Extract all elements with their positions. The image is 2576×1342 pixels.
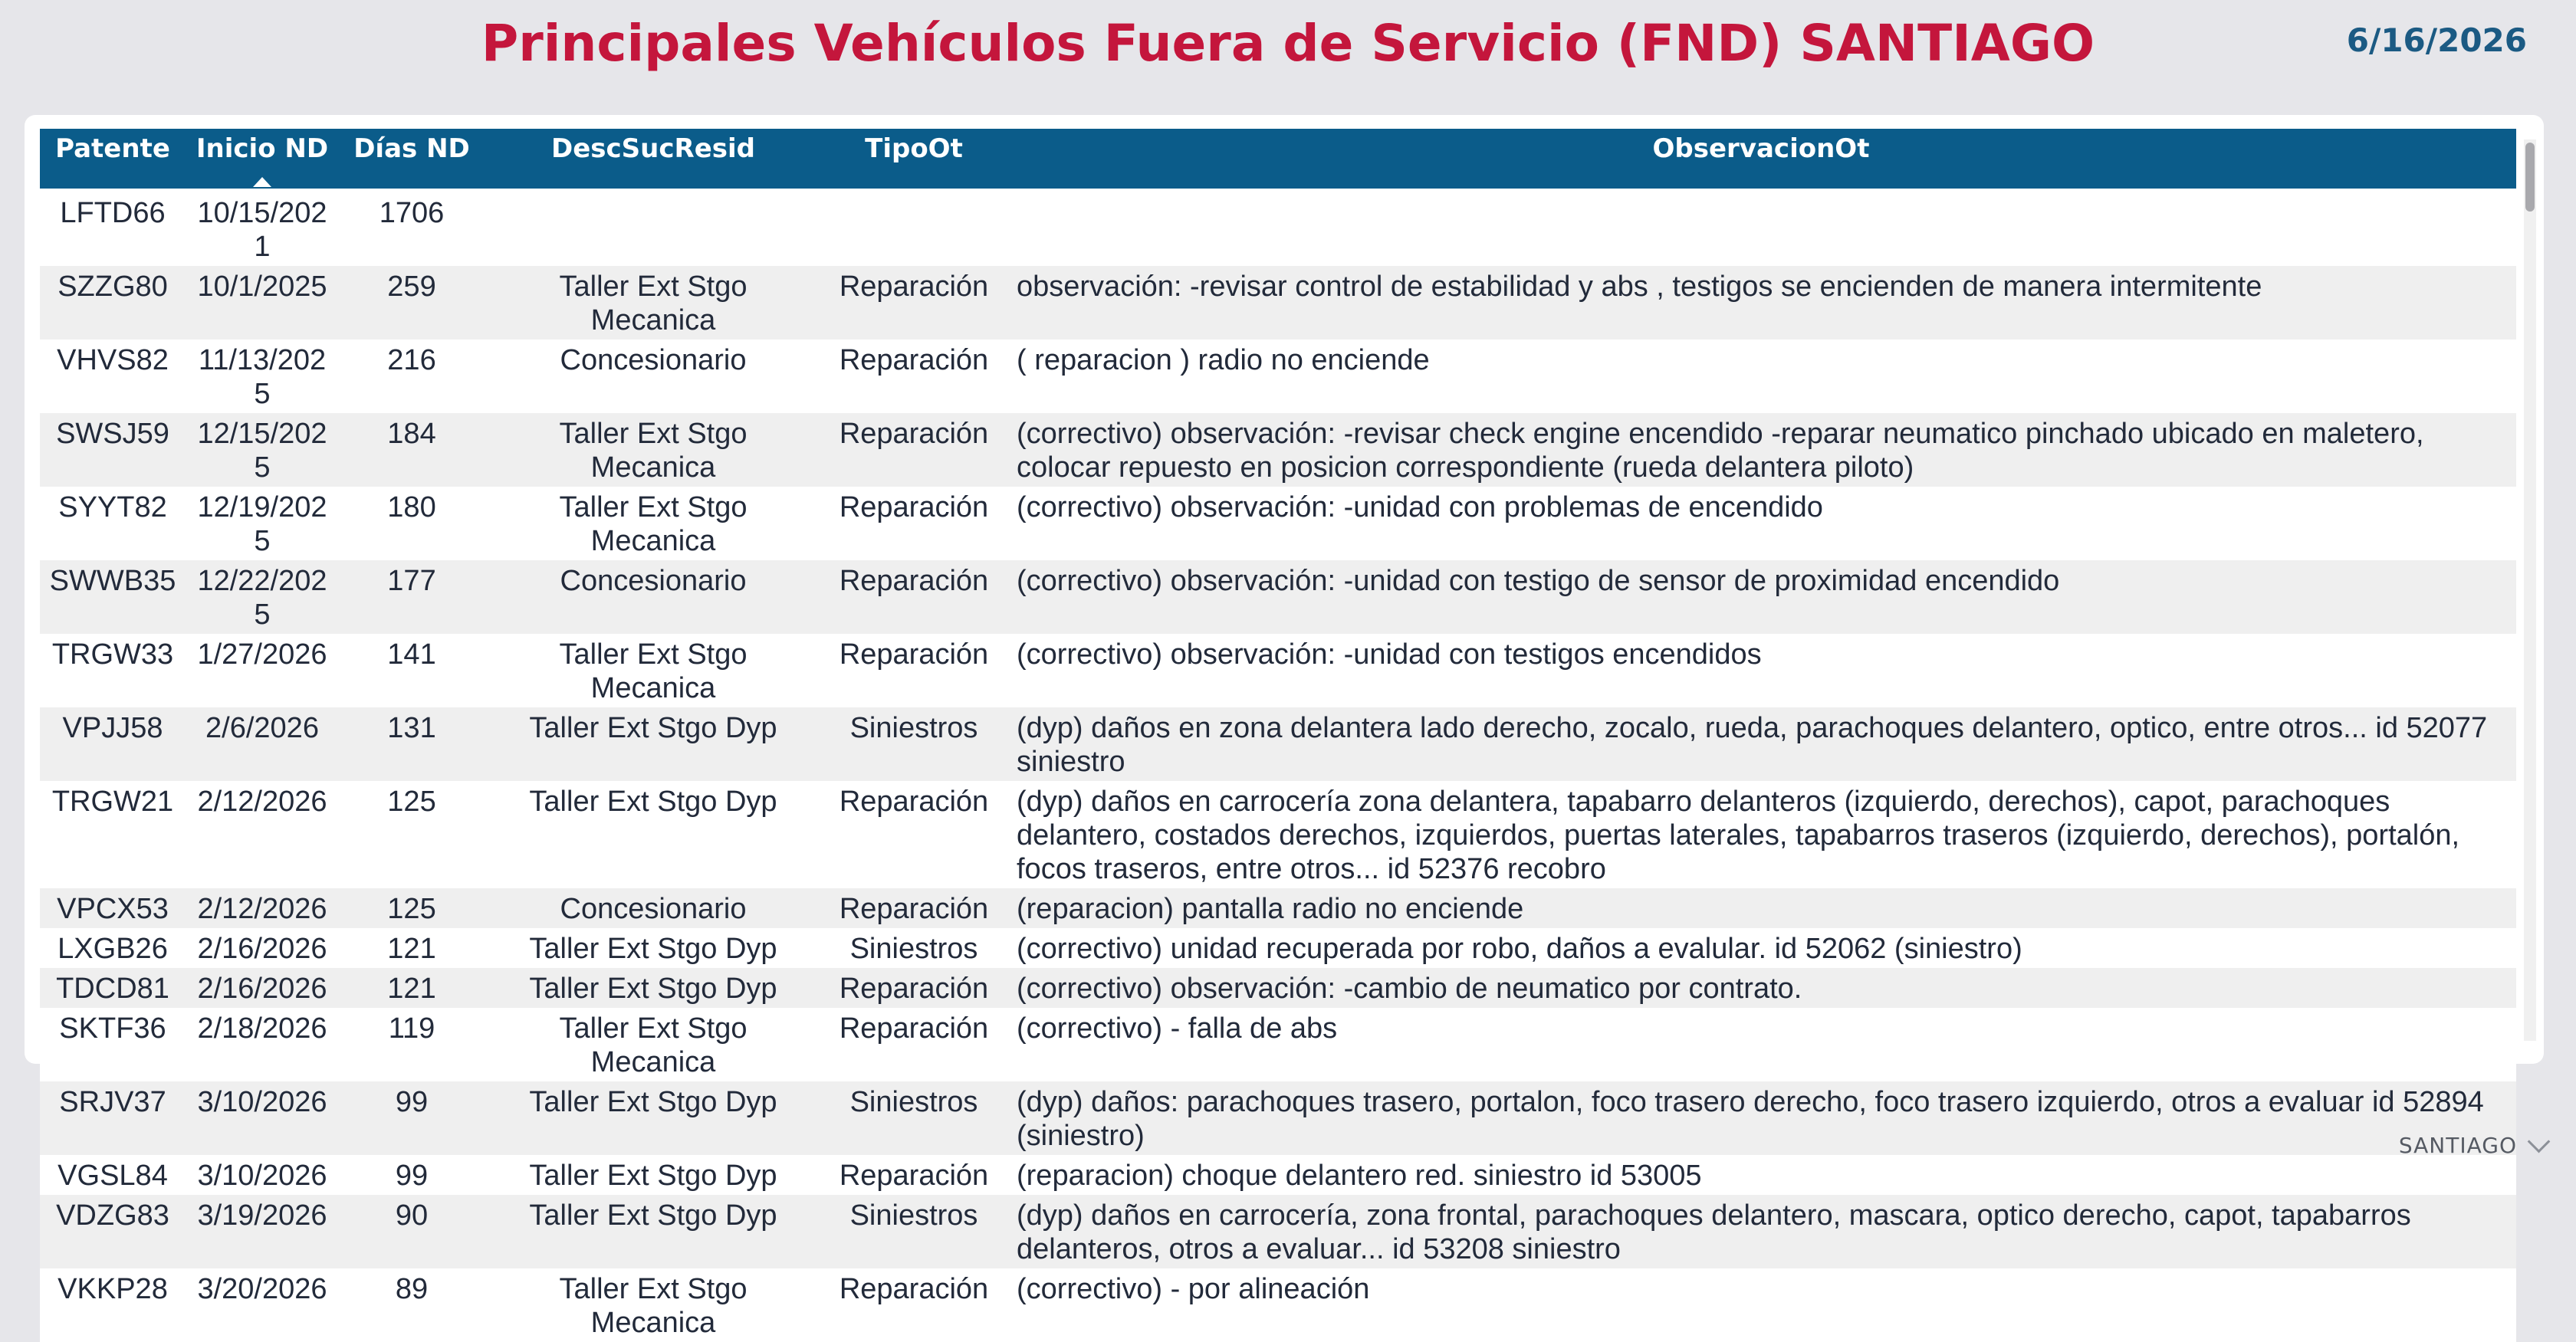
cell-descsucresid: Concesionario <box>485 340 822 413</box>
table-row[interactable] <box>40 1008 2516 1081</box>
cell-tipoot: Reparación <box>822 968 1006 1008</box>
cell-observacionot: (correctivo) unidad recuperada por robo, daños a evalular. id 52062 (siniestro) <box>1006 928 2516 968</box>
table-row[interactable] <box>40 487 2516 560</box>
cell-inicio-nd: 1/27/2026 <box>186 634 339 707</box>
table-row[interactable] <box>40 413 2516 487</box>
cell-dias-nd: 184 <box>339 413 485 487</box>
report-date: 6/16/2026 <box>2346 21 2527 59</box>
cell-dias-nd: 216 <box>339 340 485 413</box>
table-row[interactable] <box>40 1081 2516 1155</box>
cell-patente: LFTD66 <box>40 189 186 266</box>
cell-tipoot: Siniestros <box>822 928 1006 968</box>
cell-descsucresid: Taller Ext Stgo Mecanica <box>485 413 822 487</box>
cell-descsucresid: Taller Ext Stgo Mecanica <box>485 1268 822 1342</box>
cell-inicio-nd: 2/12/2026 <box>186 888 339 928</box>
cell-dias-nd: 121 <box>339 968 485 1008</box>
cell-tipoot: Siniestros <box>822 1081 1006 1155</box>
cell-inicio-nd: 3/19/2026 <box>186 1195 339 1268</box>
table-row[interactable] <box>40 781 2516 888</box>
cell-tipoot: Reparación <box>822 1268 1006 1342</box>
cell-patente: TDCD81 <box>40 968 186 1008</box>
table-body <box>40 189 2516 1342</box>
cell-dias-nd: 131 <box>339 707 485 781</box>
cell-patente: VPJJ58 <box>40 707 186 781</box>
cell-dias-nd: 141 <box>339 634 485 707</box>
cell-inicio-nd: 11/13/2025 <box>186 340 339 413</box>
cell-observacionot: (reparacion) choque delantero red. siniestro id 53005 <box>1006 1155 2516 1195</box>
cell-inicio-nd: 3/20/2026 <box>186 1268 339 1342</box>
table-row[interactable] <box>40 340 2516 413</box>
header-label: Inicio ND <box>196 133 329 164</box>
table-row[interactable] <box>40 560 2516 634</box>
region-filter[interactable] <box>2399 1133 2547 1158</box>
cell-descsucresid: Taller Ext Stgo Mecanica <box>485 634 822 707</box>
cell-patente: SYYT82 <box>40 487 186 560</box>
cell-patente: SZZG80 <box>40 266 186 340</box>
cell-observacionot: (dyp) daños en carrocería, zona frontal, parachoques delantero, mascara, optico derecho, capot, tapabarros delanteros, otros a evaluar... id 53208 siniestro <box>1006 1195 2516 1268</box>
cell-inicio-nd: 10/15/2021 <box>186 189 339 266</box>
cell-patente: VDZG83 <box>40 1195 186 1268</box>
cell-tipoot: Reparación <box>822 781 1006 888</box>
cell-descsucresid: Taller Ext Stgo Dyp <box>485 1081 822 1155</box>
cell-tipoot: Reparación <box>822 413 1006 487</box>
cell-dias-nd: 121 <box>339 928 485 968</box>
cell-patente: LXGB26 <box>40 928 186 968</box>
table-row[interactable] <box>40 1268 2516 1342</box>
cell-descsucresid: Concesionario <box>485 888 822 928</box>
header-tipoot[interactable]: TipoOt <box>822 129 1006 189</box>
cell-observacionot: (correctivo) - falla de abs <box>1006 1008 2516 1081</box>
cell-observacionot: (reparacion) pantalla radio no enciende <box>1006 888 2516 928</box>
cell-dias-nd: 89 <box>339 1268 485 1342</box>
cell-descsucresid: Taller Ext Stgo Dyp <box>485 968 822 1008</box>
cell-observacionot: (dyp) daños en zona delantera lado derecho, zocalo, rueda, parachoques delantero, optico, entre otros... id 52077 siniestro <box>1006 707 2516 781</box>
cell-patente: SKTF36 <box>40 1008 186 1081</box>
cell-observacionot: (correctivo) - por alineación <box>1006 1268 2516 1342</box>
cell-descsucresid: Taller Ext Stgo Mecanica <box>485 266 822 340</box>
cell-observacionot: ( reparacion ) radio no enciende <box>1006 340 2516 413</box>
table-row[interactable] <box>40 1195 2516 1268</box>
cell-inicio-nd: 3/10/2026 <box>186 1155 339 1195</box>
cell-descsucresid: Taller Ext Stgo Dyp <box>485 928 822 968</box>
cell-patente: SWWB35 <box>40 560 186 634</box>
cell-dias-nd: 90 <box>339 1195 485 1268</box>
sort-ascending-icon <box>253 177 271 187</box>
scrollbar-thumb[interactable] <box>2525 143 2535 212</box>
cell-dias-nd: 180 <box>339 487 485 560</box>
cell-dias-nd: 119 <box>339 1008 485 1081</box>
region-filter-label: SANTIAGO <box>2398 1133 2517 1158</box>
cell-observacionot <box>1006 189 2516 266</box>
report-title: Principales Vehículos Fuera de Servicio (FND) SANTIAGO <box>481 14 2095 73</box>
cell-observacionot: (correctivo) observación: -revisar check engine encendido -reparar neumatico pinchado ubicado en maletero, colocar repuesto en posicion correspondiente (rueda delantera piloto) <box>1006 413 2516 487</box>
cell-observacionot: (correctivo) observación: -unidad con testigos encendidos <box>1006 634 2516 707</box>
cell-patente: TRGW33 <box>40 634 186 707</box>
cell-inicio-nd: 2/12/2026 <box>186 781 339 888</box>
cell-dias-nd: 99 <box>339 1155 485 1195</box>
cell-tipoot: Reparación <box>822 634 1006 707</box>
cell-tipoot: Reparación <box>822 1155 1006 1195</box>
cell-tipoot: Siniestros <box>822 707 1006 781</box>
table-row[interactable] <box>40 1155 2516 1195</box>
header-patente[interactable]: Patente <box>40 129 186 189</box>
table-row[interactable] <box>40 888 2516 928</box>
cell-dias-nd: 1706 <box>339 189 485 266</box>
cell-descsucresid: Taller Ext Stgo Mecanica <box>485 487 822 560</box>
header-dias-nd[interactable]: Días ND <box>339 129 485 189</box>
cell-inicio-nd: 2/16/2026 <box>186 968 339 1008</box>
table-row[interactable] <box>40 189 2516 266</box>
cell-inicio-nd: 10/1/2025 <box>186 266 339 340</box>
cell-descsucresid: Taller Ext Stgo Dyp <box>485 707 822 781</box>
cell-inicio-nd: 2/18/2026 <box>186 1008 339 1081</box>
cell-tipoot: Reparación <box>822 1008 1006 1081</box>
cell-dias-nd: 125 <box>339 781 485 888</box>
cell-observacionot: observación: -revisar control de estabilidad y abs , testigos se encienden de manera intermitente <box>1006 266 2516 340</box>
header-descsucresid[interactable]: DescSucResid <box>485 129 822 189</box>
cell-descsucresid: Concesionario <box>485 560 822 634</box>
cell-observacionot: (correctivo) observación: -unidad con problemas de encendido <box>1006 487 2516 560</box>
cell-observacionot: (dyp) daños: parachoques trasero, portalon, foco trasero derecho, foco trasero izquierdo, otros a evaluar id 52894 (siniestro) <box>1006 1081 2516 1155</box>
cell-tipoot: Reparación <box>822 560 1006 634</box>
cell-descsucresid <box>485 189 822 266</box>
cell-tipoot <box>822 189 1006 266</box>
cell-patente: VPCX53 <box>40 888 186 928</box>
cell-descsucresid: Taller Ext Stgo Mecanica <box>485 1008 822 1081</box>
cell-dias-nd: 125 <box>339 888 485 928</box>
cell-tipoot: Reparación <box>822 888 1006 928</box>
header-row <box>40 129 2516 189</box>
table-row[interactable] <box>40 928 2516 968</box>
cell-tipoot: Siniestros <box>822 1195 1006 1268</box>
cell-dias-nd: 99 <box>339 1081 485 1155</box>
cell-tipoot: Reparación <box>822 340 1006 413</box>
cell-dias-nd: 177 <box>339 560 485 634</box>
header-inicio-nd[interactable] <box>186 129 339 189</box>
cell-observacionot: (correctivo) observación: -cambio de neumatico por contrato. <box>1006 968 2516 1008</box>
cell-patente: TRGW21 <box>40 781 186 888</box>
cell-inicio-nd: 12/19/2025 <box>186 487 339 560</box>
table-row[interactable] <box>40 634 2516 707</box>
vehicles-table <box>40 129 2516 1342</box>
cell-tipoot: Reparación <box>822 487 1006 560</box>
cell-patente: VGSL84 <box>40 1155 186 1195</box>
cell-inicio-nd: 12/22/2025 <box>186 560 339 634</box>
cell-inicio-nd: 12/15/2025 <box>186 413 339 487</box>
cell-patente: VHVS82 <box>40 340 186 413</box>
table-row[interactable] <box>40 266 2516 340</box>
table-row[interactable] <box>40 707 2516 781</box>
cell-observacionot: (correctivo) observación: -unidad con testigo de sensor de proximidad encendido <box>1006 560 2516 634</box>
header-observacionot[interactable]: ObservacionOt <box>1006 129 2516 189</box>
cell-patente: SWSJ59 <box>40 413 186 487</box>
cell-patente: SRJV37 <box>40 1081 186 1155</box>
cell-inicio-nd: 2/6/2026 <box>186 707 339 781</box>
cell-descsucresid: Taller Ext Stgo Dyp <box>485 1195 822 1268</box>
chevron-down-icon <box>2528 1130 2551 1153</box>
cell-descsucresid: Taller Ext Stgo Dyp <box>485 781 822 888</box>
cell-patente: VKKP28 <box>40 1268 186 1342</box>
cell-descsucresid: Taller Ext Stgo Dyp <box>485 1155 822 1195</box>
cell-tipoot: Reparación <box>822 266 1006 340</box>
vertical-scrollbar[interactable] <box>2524 139 2536 1041</box>
cell-inicio-nd: 3/10/2026 <box>186 1081 339 1155</box>
cell-dias-nd: 259 <box>339 266 485 340</box>
cell-observacionot: (dyp) daños en carrocería zona delantera, tapabarro delanteros (izquierdo, derechos), capot, parachoques delantero, costados derechos, izquierdos, puertas laterales, tapabarros traseros (izquierdo, derechos), portalón, focos traseros, entre otros... id 52376 recobro <box>1006 781 2516 888</box>
cell-inicio-nd: 2/16/2026 <box>186 928 339 968</box>
table-row[interactable] <box>40 968 2516 1008</box>
